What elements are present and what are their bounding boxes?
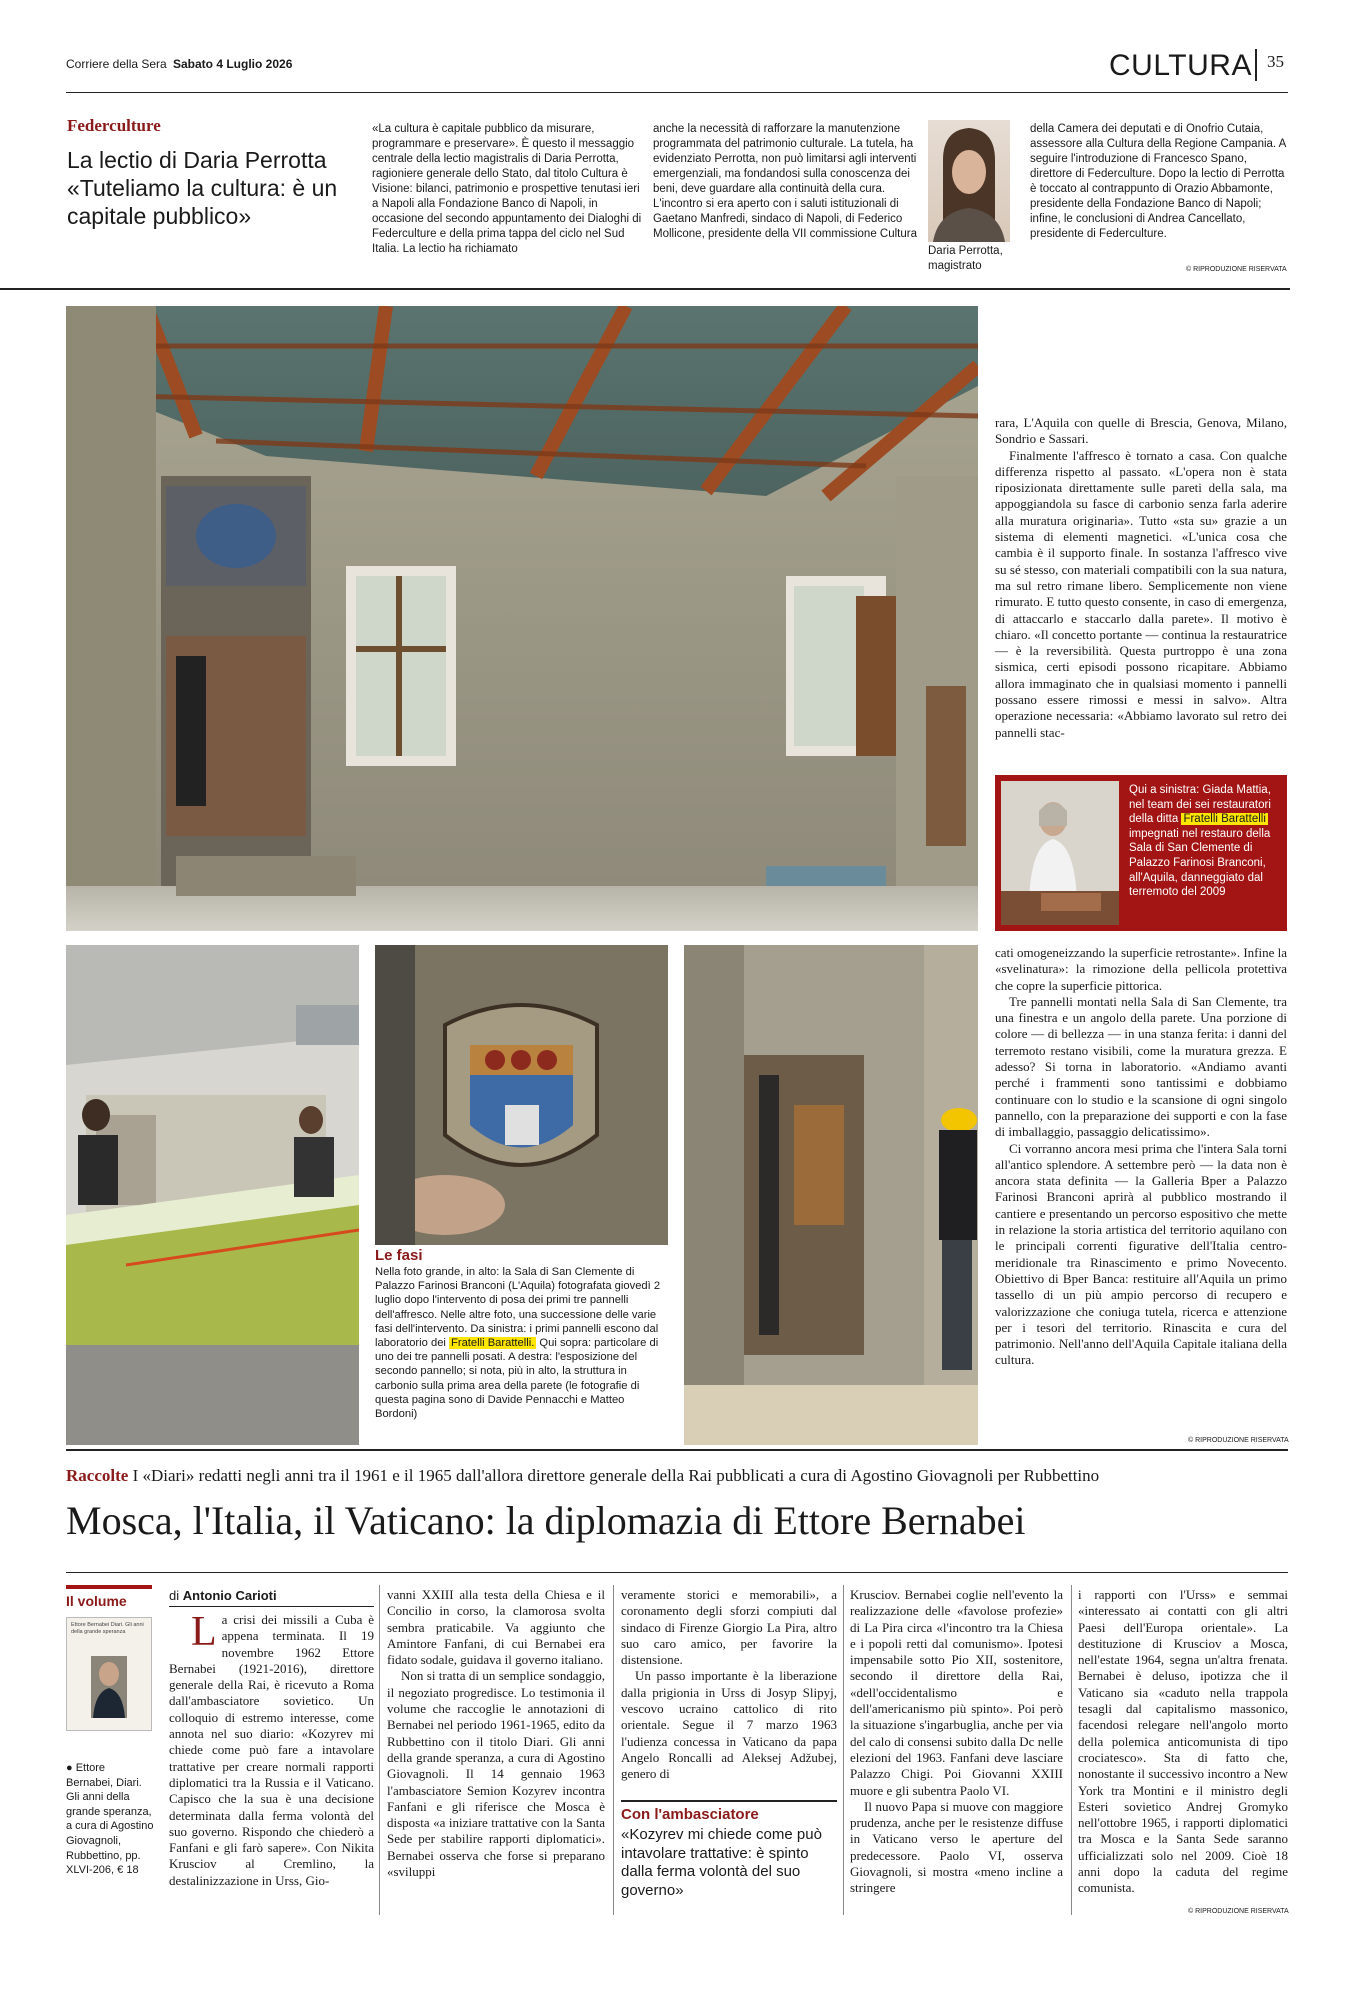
copyright-notice: © RIPRODUZIONE RISERVATA: [1188, 1437, 1289, 1444]
column-divider: [843, 1585, 844, 1915]
fasi-title: Le fasi: [375, 1247, 423, 1264]
byline-rule: [169, 1606, 374, 1607]
volume-box-rule: [66, 1585, 152, 1589]
bernabei-col4: [850, 1587, 1063, 1897]
photo-fresco-detail: [375, 945, 668, 1245]
byline-prefix: di: [169, 1588, 180, 1603]
photo-lab-panels: [66, 945, 359, 1445]
pullquote-rule: [621, 1800, 837, 1802]
portrait-photo: [928, 120, 1010, 242]
pullquote-title: Con l'ambasciatore: [621, 1806, 759, 1823]
bernabei-paragraph: Non si tratta di un semplice sondaggio, il negoziato progredisce. Lo testimonia il volume che raccoglie le annotazioni di Bernabei nel periodo 1961-1965, edito da Rubbettino con il titolo Diari. Gli anni della grande speranza, a cura di Agostino Giovagnoli. Il 14 gennaio 1963 l'ambasciatore Semion Kozyrev incontra Fanfani e gli riferisce che Mosca è disposta «a iniziare trattative con la Santa Sede per stabilire rapporti diplomatici». Bernabei osserva che forse si preparano «sviluppi: [387, 1668, 605, 1880]
volume-box: [66, 1585, 154, 1955]
issue-date: Sabato 4 Luglio 2026: [173, 57, 293, 71]
firm-highlight: Fratelli Barattelli.: [451, 1337, 535, 1350]
federculture-col1: «La cultura è capitale pubblico da misurare, programmare e preservare». È questo il messaggio centrale della lectio magistralis di Daria Perrotta, ragioniere generale dello Stato, dal titolo Cultura è Visione: bilanci, patrimonio e prospettive tenutasi ieri a Napoli alla Fondazione Banco di Napoli, in occasione del secondo appuntamento dei Dialoghi di Federculture e della prima tappa del ciclo nel Sud Italia. La lectio ha richiamato: [372, 123, 642, 255]
fasi-caption: [375, 1245, 668, 1445]
bernabei-paragraph: Krusciov. Bernabei coglie nell'evento la realizzazione delle «favolose profezie» di La Pira circa «l'incontro tra la Chiesa e i popoli retti dal comunismo». Ipotesi impensabile sotto Pio XII, sostenitore, secondo il direttore della Rai, «dell'occidentalismo e dell'americanismo più spinto». Poi però la situazione s'ingarbuglia, anche per via del calo di consensi subito dalla Dc nelle elezioni del 1963. Fanfani deve lasciare Palazzo Chigi. Poi Giovanni XXIII muore e gli subentra Paolo VI.: [850, 1587, 1063, 1798]
section-rule-2: [66, 1449, 1288, 1451]
book-info: ● Ettore Bernabei, Diari. Gli anni della grande speranza, a cura di Agostino Giovagnoli, Rubbettino, pp. XLVI-206, € 18: [66, 1762, 154, 1877]
fresco-paragraph: Tre pannelli montati nella Sala di San Clemente, tra una finestra e un angolo della parete. Una porzione di colore — di bellezza — in una stanza ferita: i danni del terremoto restano visibili, come la muratura grezza. E adesso? Si torna in laboratorio. «Andiamo avanti perché i frammenti sono tantissimi e dobbiamo continuare con lo studio e la scansione di ogni singolo pannello, con la preparazione dei supporti e con la fase di imballaggio, passaggio delicatissimo».: [995, 993, 1287, 1140]
federculture-kicker: Federculture: [67, 116, 161, 135]
fasi-text: [375, 1265, 665, 1421]
fresco-paragraph: Ci vorranno ancora mesi prima che l'intera Sala torni all'antico splendore. A settembre però — la data non è ancora stata definita — la Galleria Bper a Palazzo Farinosi Branconi aprirà al pubblico mostrando il cantiere e presentando un percorso espositivo che mette in relazione la storia artistica del territorio aquilano con le principali correnti figurative dell'Italia centro-meridionale tra Rinascimento e primo Novecento. Obiettivo di Bper Banca: restituire all'Aquila un primo tassello di un più ampio percorso di recupero e valorizzazione che coniuga tutela, ricerca e attenzione per i tesori del territorio. Rinascita e cura del patrimonio. Nell'anno dell'Aquila Capitale italiana della cultura.: [995, 1140, 1287, 1368]
column-divider: [613, 1585, 614, 1915]
bernabei-paragraph: veramente storici e memorabili», a coronamento degli sforzi compiuti dal sindaco di Firenze Giorgio La Pira, altro suo caro amico, per favorire la distensione.: [621, 1587, 837, 1668]
fresco-paragraph: cati omogeneizzando la superficie retrostante». Infine la «svelinatura»: la rimozione della pellicola protettiva che copre la superficie pittorica.: [995, 945, 1288, 993]
bernabei-col3: [621, 1587, 837, 1783]
page-number: 35: [1267, 52, 1284, 71]
bernabei-byline: [169, 1588, 277, 1603]
bernabei-paragraph: Il nuovo Papa si muove con maggiore prudenza, anche per le resistenze diffuse in Vaticano verso le aperture del predecessore. Paolo VI, osserva Giovagnoli, si mostra «meno incline a stringere: [850, 1798, 1063, 1896]
federculture-col3: della Camera dei deputati e di Onofrio Cutaia, assessore alla Cultura della Regione Campania. A seguire l'introduzione di Francesco Spano, direttore di Federculture. Dopo la lectio di Perrotta è toccato al contrappunto di Orazio Abbamonte, presidente della Fondazione Banco di Napoli; infine, le conclusioni di Andrea Cancellato, presidente di Federculture.: [1030, 123, 1286, 240]
bernabei-subhead: I «Diari» redatti negli anni tra il 1961 e il 1965 dall'allora direttore generale della Rai pubblicati a cura di Agostino Giovagnoli per Rubbettino: [132, 1466, 1100, 1485]
bernabei-headline: Mosca, l'Italia, il Vaticano: la diplomazia di Ettore Bernabei: [66, 1498, 1026, 1543]
bernabei-paragraph: i rapporti con l'Urss» e semmai «interessato ai contatti con gli altri Paesi dell'Europa orientale». La destituzione di Krusciov a Mosca, nell'estate 1964, segna un'altra frenata. Bernabei è deluso, ipotizza che il Vaticano sia «caduto nella trappola tesagli dal capitalismo massonico, facendosi relegare nell'angolo morto della polemica anticomunista di tipo crociatesco». Sta di fatto che, nonostante il successivo incontro a New York tra Montini e il ministro degli Esteri sovietico Andrej Gromyko nell'ottobre 1965, i rapporti diplomatici tra Mosca e la Santa Sede saranno ufficializzati solo nel 2009. Cioè 18 anni dopo la caduta del regime comunista.: [1078, 1587, 1288, 1896]
newspaper-name: Corriere della Sera: [66, 57, 167, 71]
column-divider: [379, 1585, 380, 1915]
restorer-caption: [1129, 783, 1279, 900]
page-header: [66, 49, 1296, 95]
restorer-photo-box: [995, 775, 1287, 931]
fasi-text-pre: Nella foto grande, in alto: la Sala di San Clemente di Palazzo Farinosi Branconi (L'Aquila) fotografata giovedì 2 luglio dopo l'intervento di posa dei primi tre pannelli dell'affresco. Nelle altre foto, una successione delle varie fasi dell'intervento. Da sinistra: i primi pannelli escono dal laboratorio dei: [375, 1266, 661, 1350]
section-title: CULTURA: [1109, 49, 1252, 82]
restorer-caption-post: impegnati nel restauro della Sala di San Clemente di Palazzo Farinosi Branconi, all'Aquila, danneggiato dal terremoto del 2009: [1129, 827, 1271, 899]
bernabei-paragraph: Un passo importante è la liberazione dalla prigionia in Urss di Josyp Slipyj, vescovo ucraino cattolico di rito orientale. Segue il 7 marzo 1963 l'udienza concessa in Vaticano da papa Angelo Roncalli ad Aleksej Adžubej, genero di: [621, 1668, 837, 1782]
main-photo-sala-san-clemente: [66, 306, 978, 931]
pullquote-text: «Kozyrev mi chiede come può intavolare trattative: è spinto dalla ferma volontà del suo governo»: [621, 1826, 822, 1899]
fresco-paragraph: Finalmente l'affresco è tornato a casa. Con qualche differenza rispetto al passato. «L'opera non è stata riposizionata direttamente sulle pareti della sala, ma appoggiandola su fasce di carbonio senza farla aderire alla muratura originaria». Tutto «sta su» grazie a un sistema di elementi magnetici. «L'unica cosa che cambia è il supporto finale. In sostanza l'affresco vive su sé stesso, con materiali compatibili con la sua natura, ma sul retro rimane libero. Semplicemente non viene rimurato. E tutto questo consente, in caso di emergenza, di attaccarlo e staccarlo dalla parete». Il motivo è chiaro. «Il concetto portante — continua la restauratrice — è la reversibilità. Questa purtroppo è una zona sismica, certi episodi possono ricapitare. Abbiamo allora immaginato che in qualsiasi momento i pannelli possano essere rimossi e messi in salvo». Altra operazione necessaria: «Abbiamo lavorato sul retro dei pannelli stac-: [995, 447, 1287, 740]
fasi-text-post: Qui sopra: particolare di uno dei tre pannelli posati. A destra: l'esposizione del secondo pannello; si nota, più in alto, la struttura in carbonio sulla prima area della parete (le fotografie di questa pagina sono di Davide Pennacchi e Matteo Bordoni): [375, 1337, 659, 1421]
book-cover-title: Ettore Bernabei Diari. Gli anni della grande speranza: [71, 1622, 144, 1635]
bernabei-col2: [387, 1587, 605, 1880]
fresco-text-top: [995, 415, 1287, 741]
copyright-notice: © RIPRODUZIONE RISERVATA: [1188, 1908, 1289, 1915]
book-cover: [66, 1617, 152, 1731]
restorer-caption-pre: Qui a sinistra: Giada Mattia, nel team dei sei restauratori della ditta: [1129, 784, 1271, 826]
federculture-col2: anche la necessità di rafforzare la manutenzione programmata del patrimonio culturale. La tutela, ha evidenziato Perrotta, non può limitarsi agli interventi emergenziali, ma fondandosi sulla conoscenza dei beni, deve guardare alla continuità della cura. L'incontro si era aperto con i saluti istituzionali di Gaetano Manfredi, sindaco di Napoli, di Federico Mollicone, presidente della VII commissione Cultura: [653, 123, 917, 240]
fresco-paragraph: rara, L'Aquila con quelle di Brescia, Genova, Milano, Sondrio e Sassari.: [995, 415, 1287, 447]
section-rule-1: [0, 288, 1290, 290]
bernabei-kicker: Raccolte: [66, 1466, 129, 1485]
bernabei-col1-text: a crisi dei missili a Cuba è appena terminata. Il 19 novembre 1962 Ettore Bernabei (1921-2016), direttore generale della Rai, è ricevuto a Roma dall'ambasciatore sovietico. Un colloquio di estremo interesse, come annota nel suo diario: «Kozyrev mi chiede come può fare a intavolare trattative per creare normali rapporti diplomatici tra la Russia e il Vaticano. Capisco che la sua è una decisione determinata dalla ferma volontà del suo governo. Rispondo che chiederò a Fanfani e gli farò sapere». Con Nikita Krusciov al Cremlino, la destalinizzazione in Urss, Gio-: [169, 1612, 374, 1888]
fresco-text-bottom: [995, 945, 1287, 1369]
copyright-notice: © RIPRODUZIONE RISERVATA: [1186, 266, 1287, 273]
pullquote: [621, 1800, 837, 1910]
book-cover-portrait: [67, 1618, 151, 1730]
bernabei-kicker-line: [66, 1466, 1288, 1486]
headline-rule: [66, 1572, 1288, 1573]
bernabei-col5: [1078, 1587, 1288, 1897]
byline-name: Antonio Carioti: [182, 1588, 277, 1603]
portrait-caption: Daria Perrotta, magistrato: [928, 245, 1003, 272]
federculture-headline: La lectio di Daria Perrotta «Tuteliamo la cultura: è un capitale pubblico»: [67, 147, 338, 229]
column-divider: [1071, 1585, 1072, 1915]
drop-cap: L: [191, 1609, 217, 1655]
bernabei-paragraph: vanni XXIII alla testa della Chiesa e il Concilio in corso, la clamorosa svolta sembra praticabile. Va aggiunto che Amintore Fanfani, di cui Bernabei era fidato sodale, guidava il governo italiano.: [387, 1587, 605, 1668]
volume-label: Il volume: [66, 1593, 127, 1609]
firm-highlight: Fratelli Barattelli: [1183, 813, 1266, 826]
photo-panel-installation: [684, 945, 978, 1445]
bernabei-col1: [169, 1609, 374, 1889]
federculture-article: [66, 112, 1288, 282]
page-separator: [1255, 49, 1257, 81]
restorer-photo: [1001, 781, 1119, 925]
header-rule: [66, 92, 1288, 93]
